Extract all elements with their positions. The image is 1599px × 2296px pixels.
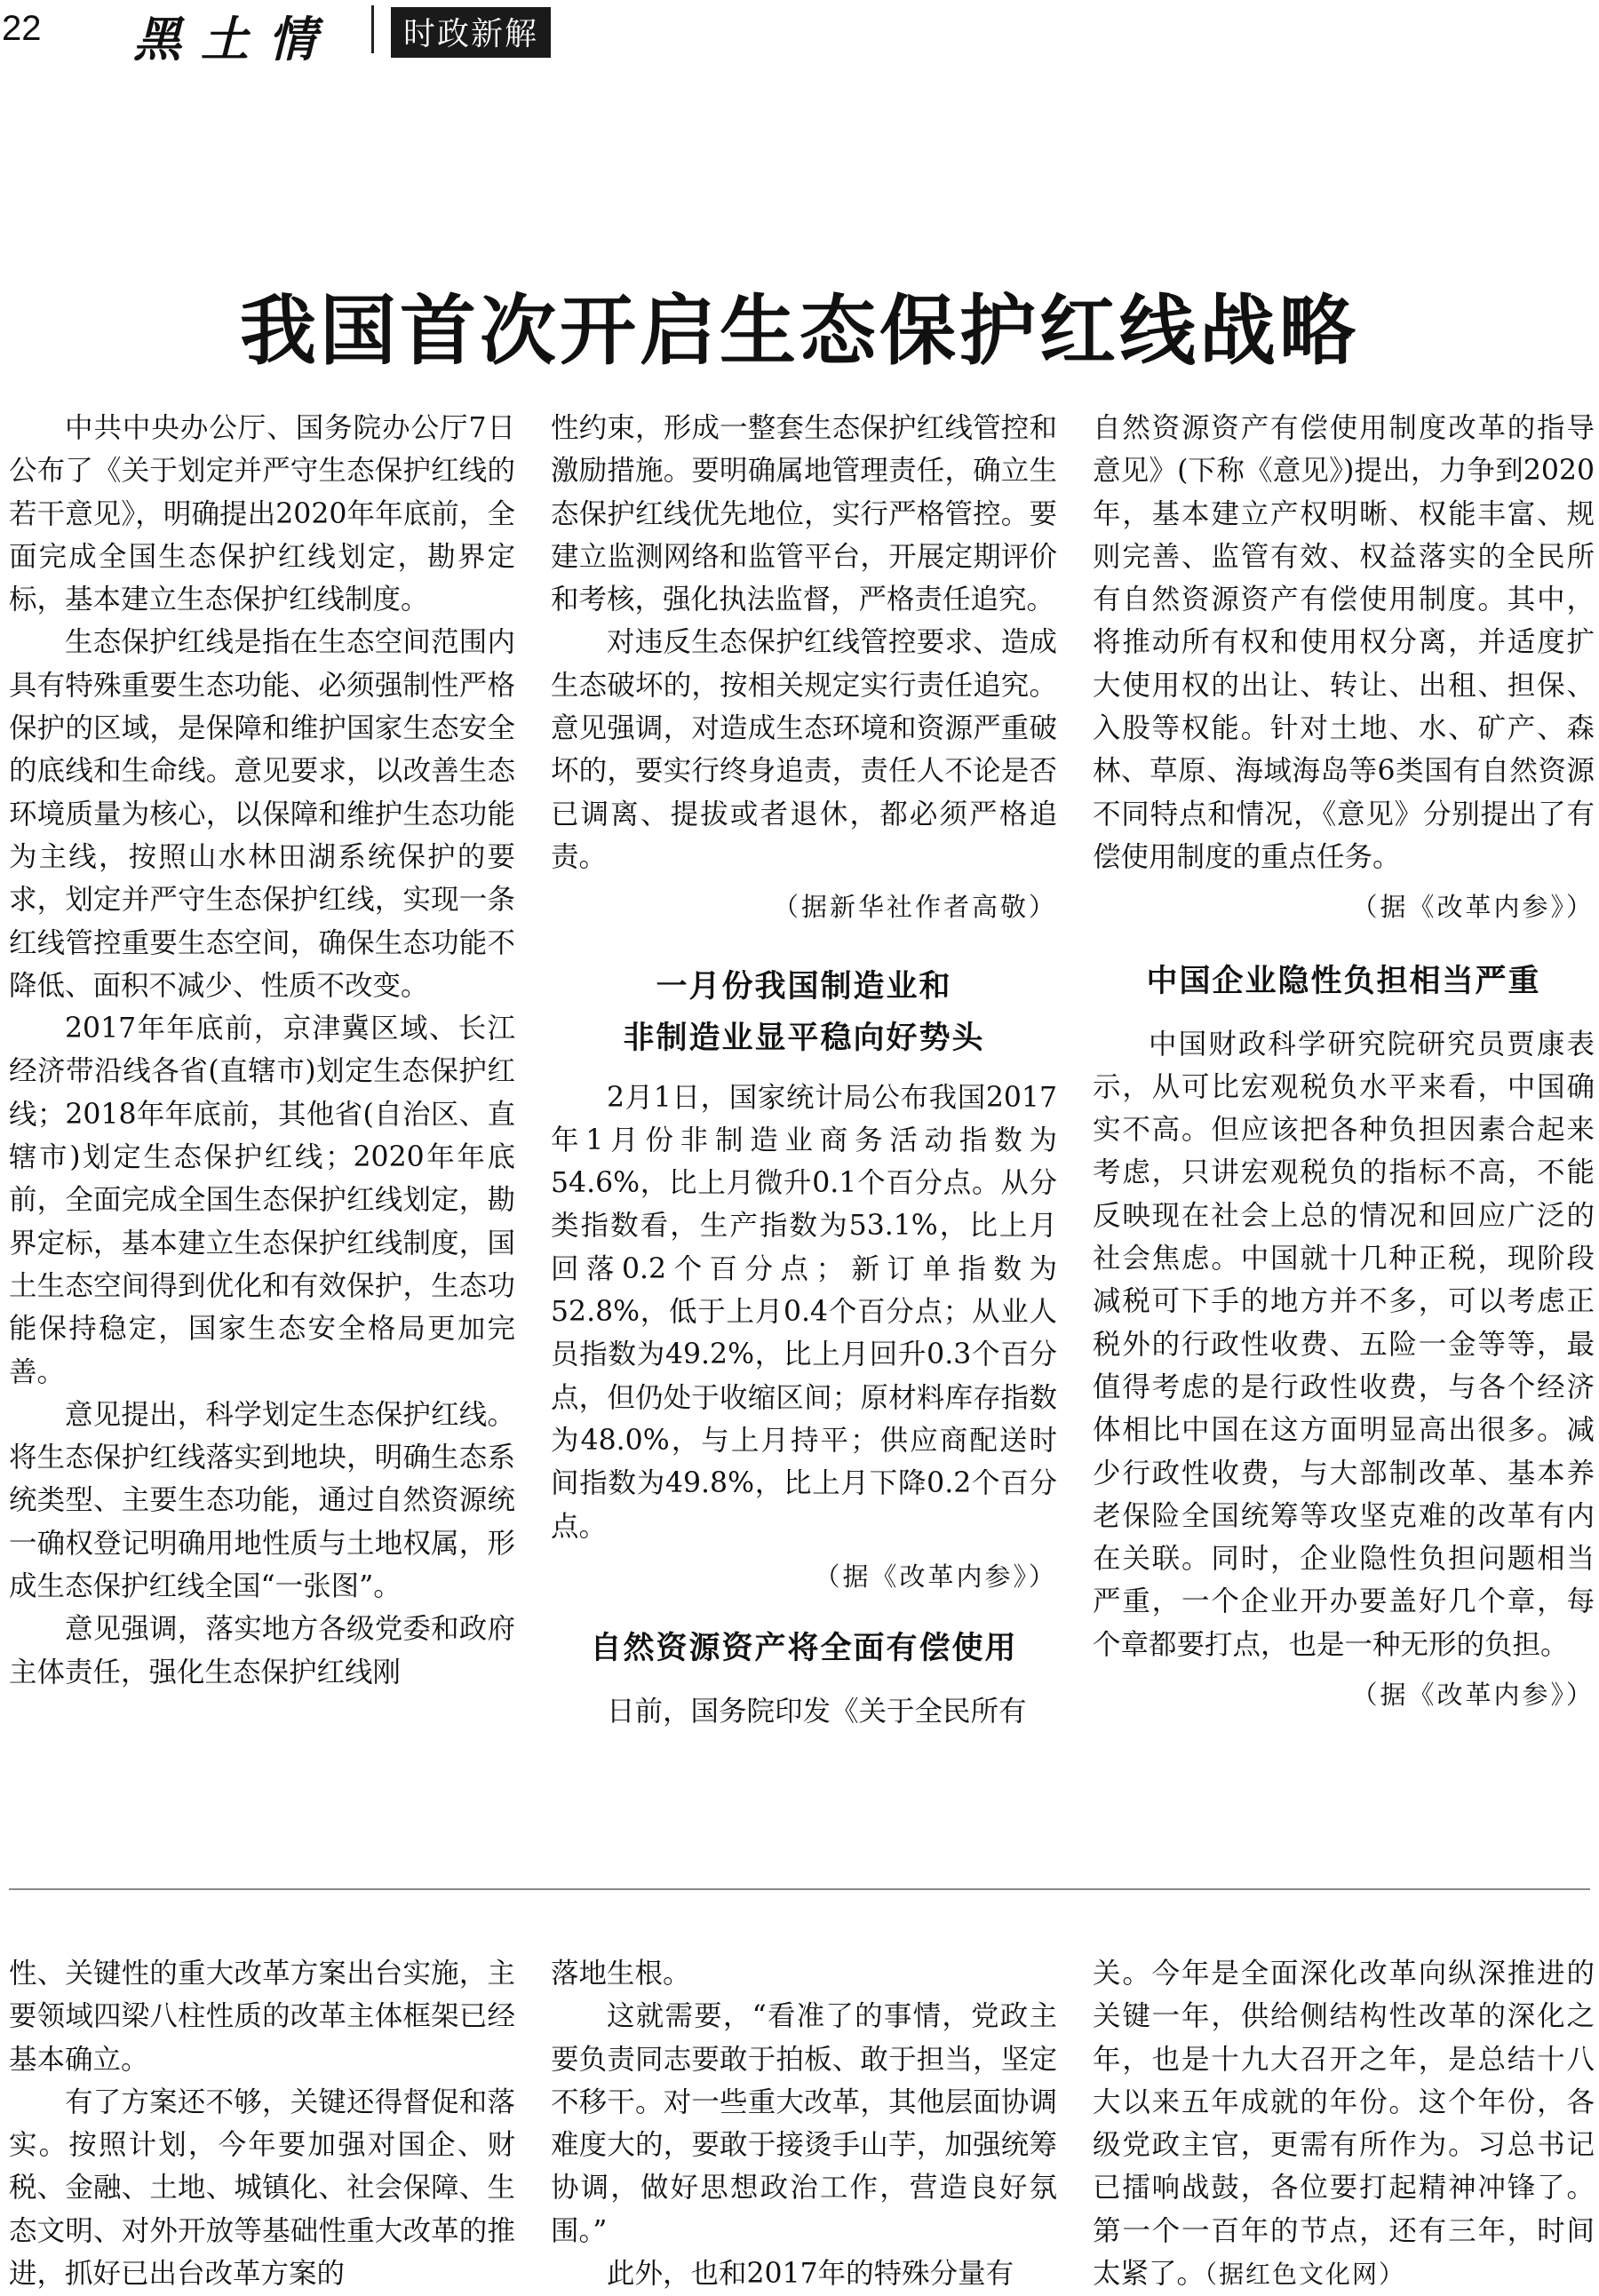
article3-paragraph: 日前，国务院印发《关于全民所有	[607, 1696, 1027, 1728]
bottom-source: （据红色文化网）	[1205, 2260, 1406, 2290]
bottom-paragraph: 性、关键性的重大改革方案出台实施，主要领域四梁八柱性质的改革主体框架已经基本确立。	[9, 1958, 515, 2076]
bottom-paragraph: 这就需要，“看准了的事情，党政主要负责同志要敢于拍板、敢于担当，坚定不移干。对一些重大改革，其他层面协调难度大的，要敢于接烫手山芋，加强统筹协调，做好思想政治工作，营造良好氛围。”	[551, 2000, 1057, 2247]
headline: 我国首次开启生态保护红线战略	[240, 285, 1359, 376]
article1-paragraph: 意见提出，科学划定生态保护红线。将生态保护红线落实到地块，明确生态系统类型、主要生态功能，通过自然资源统一确权登记明确用地性质与土地权属，形成生态保护红线全国“一张图”。	[9, 1398, 515, 1603]
column-2	[551, 407, 1057, 1733]
article4-paragraph: 中国财政科学研究院研究员贾康表示，从可比宏观税负水平来看，中国确实不高。但应该把各种负担因素合起来考虑，只讲宏观税负的指标不高，不能反映现在社会上总的情况和回应广泛的社会焦虑。中国就十几种正税，现阶段减税可下手的地方并不多，可以考虑正税外的行政性收费、五险一金等等，最值得考虑的是行政性收费，与各个经济体相比中国在这方面明显高出很多。减少行政性收费，与大部制改革、基本养老保险全国统筹等攻坚克难的改革有内在关联。同时，企业隐性负担问题相当严重，一个企业开办要盖好几个章，每个章都要打点，也是一种无形的负担。	[1093, 1028, 1595, 1661]
article1-paragraph: 意见强调，落实地方各级党委和政府主体责任，强化生态保护红线刚	[9, 1613, 515, 1688]
bottom-paragraph: 落地生根。	[551, 1958, 691, 1990]
column-3	[1093, 407, 1595, 1716]
article2-title-line1: 一月份我国制造业和	[656, 968, 952, 1005]
article1-paragraph: 中共中央办公厅、国务院办公厅7日公布了《关于划定并严守生态保护红线的若干意见》，明确提出2020年年底前，全面完成全国生态保护红线划定，勘界定标，基本建立生态保护红线制度。	[9, 412, 515, 616]
article4-title: 中国企业隐性负担相当严重	[1146, 963, 1541, 999]
article1-continued: 性约束，形成一整套生态保护红线管控和激励措施。要明确属地管理责任，确立生态保护红线优先地位，实行严格管控。要建立监测网络和监管平台，开展定期评价和考核，强化执法监督，严格责任追究。	[551, 412, 1057, 616]
article4-source: （据《改革内参》）	[1351, 1680, 1595, 1711]
column-1	[9, 407, 515, 1694]
article2-title-line2: 非制造业显平稳向好势头	[623, 1020, 985, 1056]
article3-source: （据《改革内参》）	[1351, 892, 1595, 923]
bottom-text: 关。今年是全面深化改革向纵深推进的关键一年，供给侧结构性改革的深化之年，也是十九大召开之年，是总结十八大以来五年成就的年份。这个年份，各级党政主官，更需有所作为。习总书记已擂响战鼓，各位要打起精神冲锋了。第一个一百年的节点，还有三年，时间太紧了。	[1093, 1958, 1595, 2291]
section-tag: 时政新解	[391, 7, 551, 58]
header-divider	[371, 5, 374, 53]
bottom-column-1	[9, 1952, 515, 2295]
page-header	[0, 0, 1599, 68]
article3-title: 自然资源资产将全面有偿使用	[590, 1631, 1018, 1667]
article2-source: （据《改革内参》）	[814, 1561, 1057, 1592]
article2-paragraph: 2月1日，国家统计局公布我国2017年1月份非制造业商务活动指数为54.6%，比上月微升0.1个百分点。从分类指数看，生产指数为53.1%，比上月回落0.2个百分点；新订单指数为52.8%，低于上月0.4个百分点；从业人员指数为49.2%，比上月回升0.3个百分点，但仍处于收缩区间；原材料库存指数为48.0%，与上月持平；供应商配送时间指数为49.8%，比上月下降0.2个百分点。	[551, 1081, 1057, 1543]
masthead-logo: 黑土情	[133, 11, 336, 68]
bottom-column-2	[551, 1952, 1057, 2295]
bottom-paragraph: 有了方案还不够，关键还得督促和落实。按照计划，今年要加强对国企、财税、金融、土地、城镇化、社会保障、生态文明、对外开放等基础性重大改革的推进，抓好已出台改革方案的	[9, 2085, 515, 2291]
page-number: 22	[2, 9, 42, 48]
bottom-column-3	[1093, 1952, 1595, 2296]
article3-continued: 自然资源资产有偿使用制度改革的指导意见》(下称《意见》)提出，力争到2020年，基本建立产权明晰、权能丰富、规则完善、监管有效、权益落实的全民所有自然资源资产有偿使用制度。其中，将推动所有权和使用权分离，并适度扩大使用权的出让、转让、出租、担保、入股等权能。针对土地、水、矿产、森林、草原、海域海岛等6类国有自然资源不同特点和情况，《意见》分别提出了有偿使用制度的重点任务。	[1093, 412, 1595, 873]
article1-paragraph: 对违反生态保护红线管控要求、造成生态破坏的，按相关规定实行责任追究。意见强调，对造成生态环境和资源严重破坏的，要实行终身追责，责任人不论是否已调离、提拔或者退休，都必须严格追责。	[551, 626, 1057, 873]
article1-paragraph: 生态保护红线是指在生态空间范围内具有特殊重要生态功能、必须强制性严格保护的区域，是保障和维护国家生态安全的底线和生命线。意见要求，以改善生态环境质量为核心，以保障和维护生态功能为主线，按照山水林田湖系统保护的要求，划定并严守生态保护红线，实现一条红线管控重要生态空间，确保生态功能不降低、面积不减少、性质不改变。	[9, 626, 515, 1002]
article1-paragraph: 2017年年底前，京津冀区域、长江经济带沿线各省(直辖市)划定生态保护红线；2018年年底前，其他省(自治区、直辖市)划定生态保护红线；2020年年底前，全面完成全国生态保护红线划定，勘界定标，基本建立生态保护红线制度，国土生态空间得到优化和有效保护，生态功能保持稳定，国家生态安全格局更加完善。	[9, 1013, 515, 1388]
section-divider	[9, 1888, 1590, 1890]
article1-source: （据新华社作者高敬）	[772, 892, 1057, 923]
bottom-paragraph: 此外，也和2017年的特殊分量有	[607, 2258, 1014, 2291]
bottom-paragraph	[1093, 1952, 1595, 2296]
